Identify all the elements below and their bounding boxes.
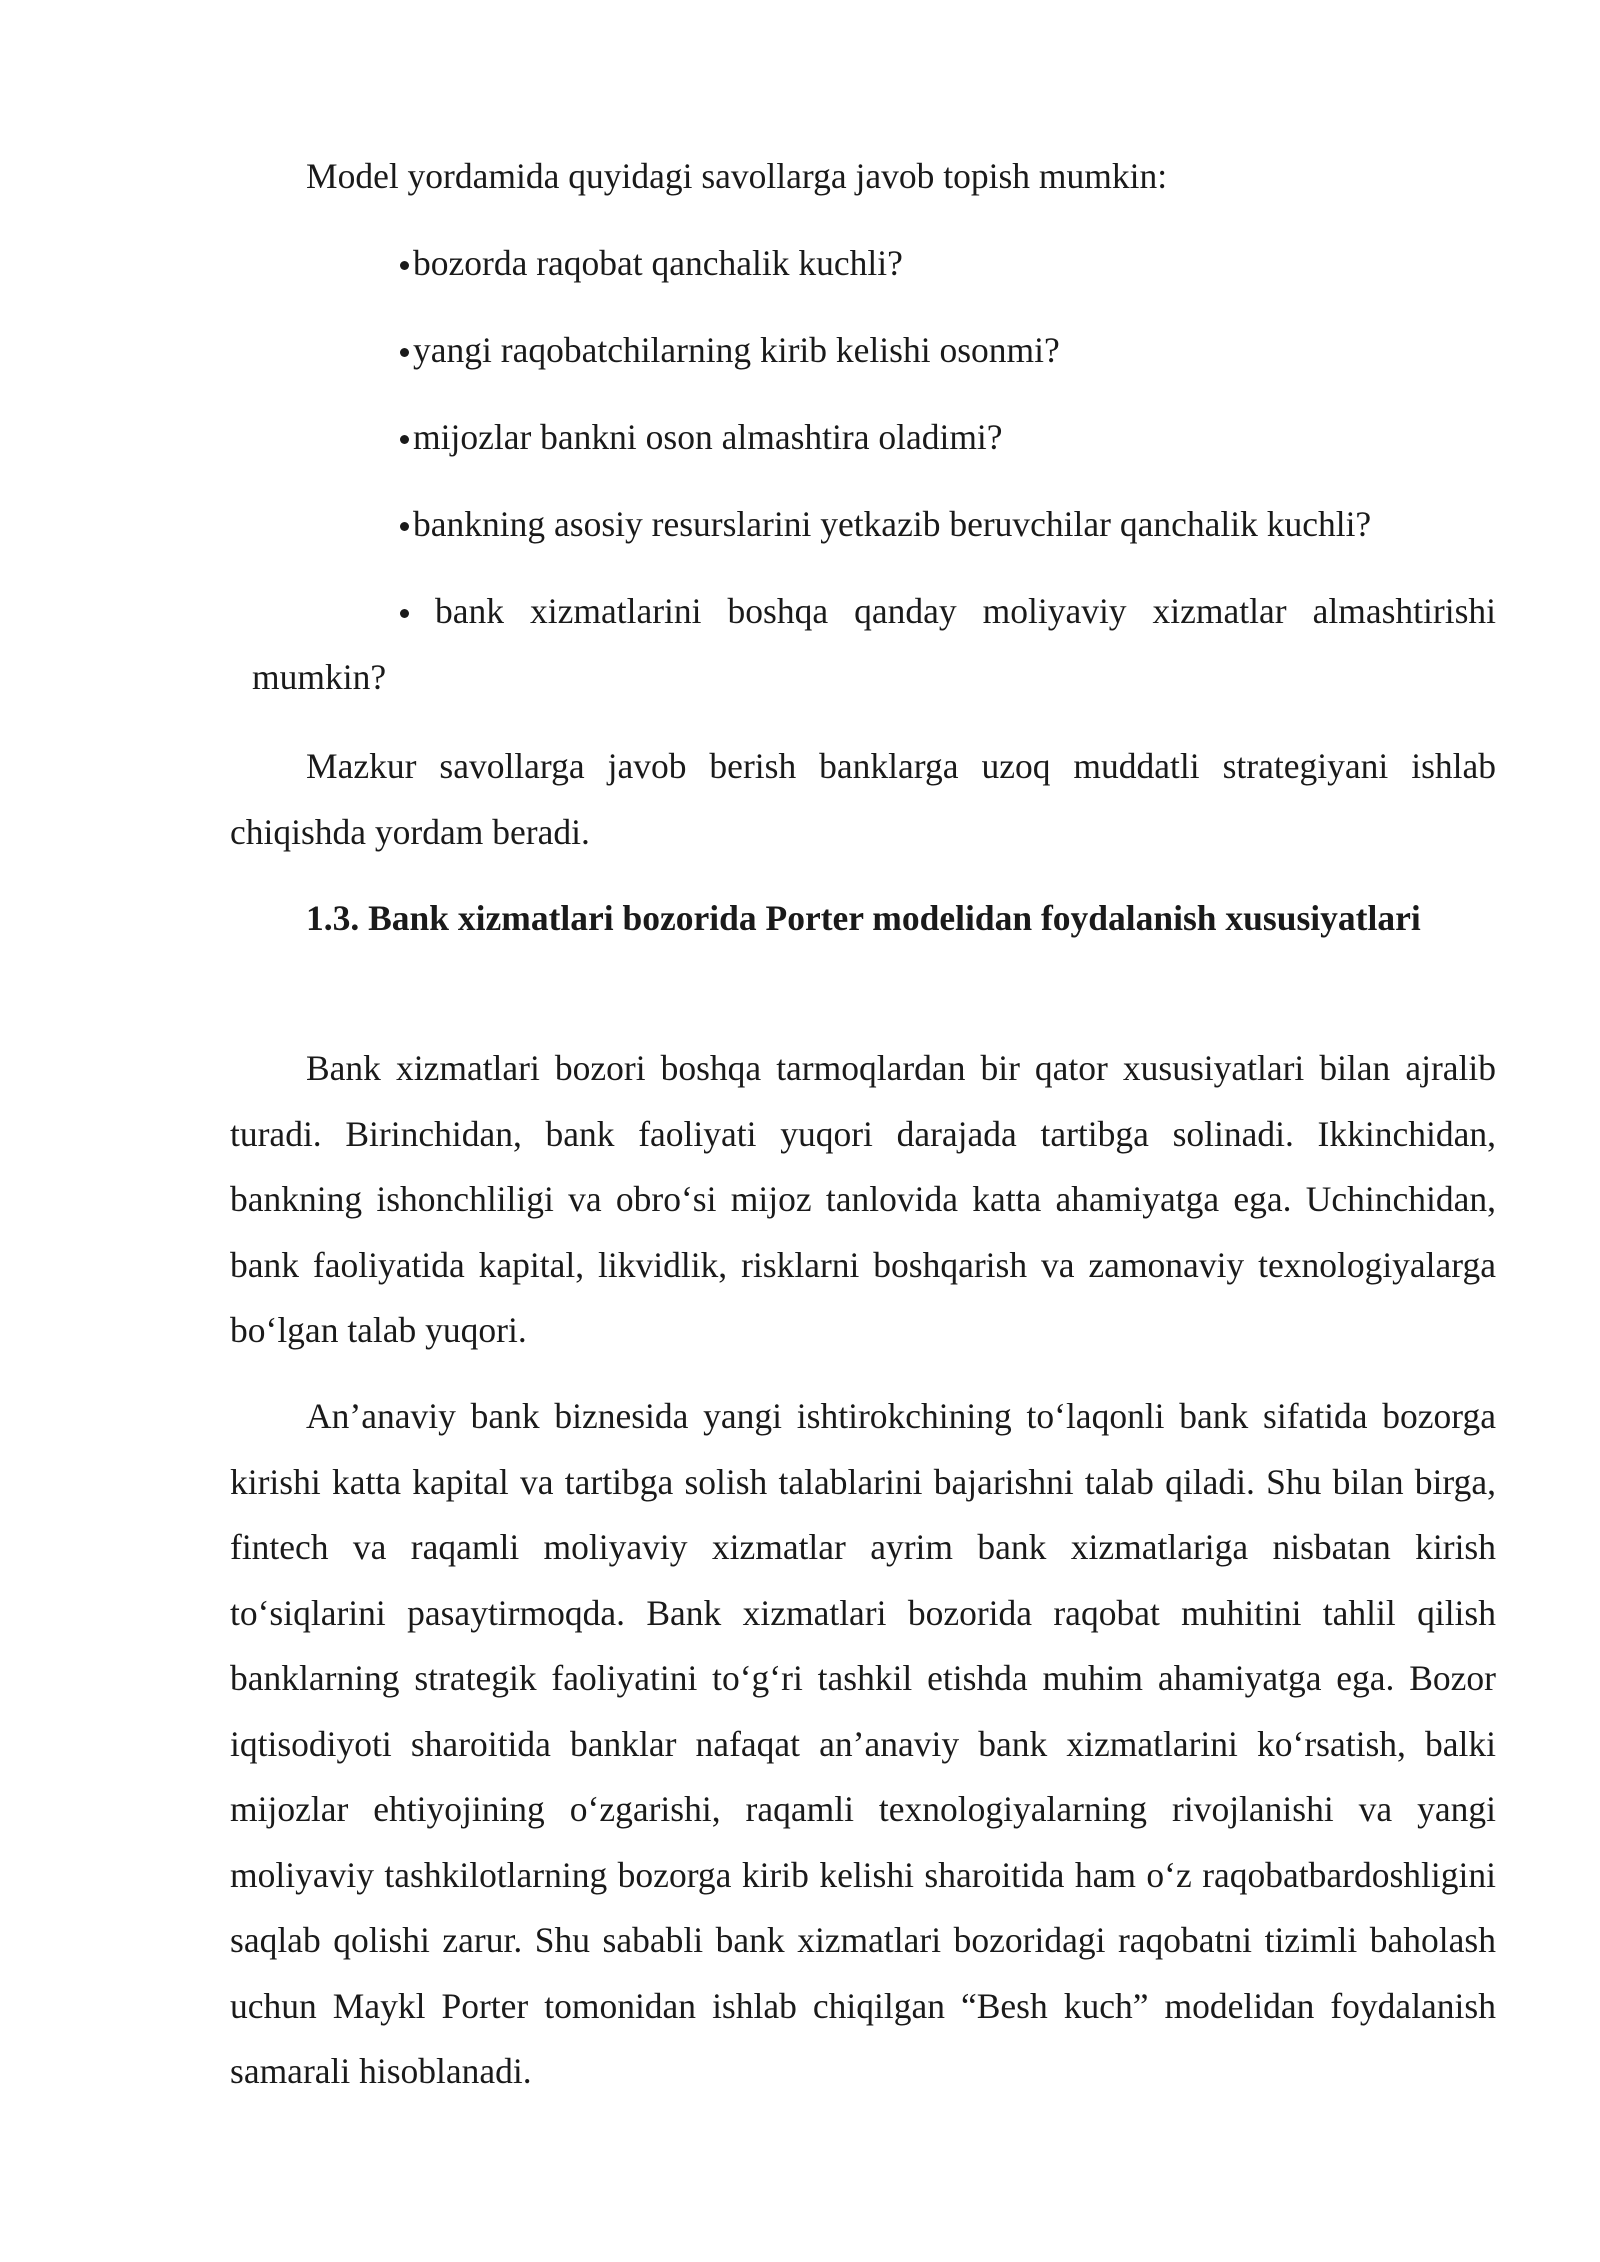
list-item <box>230 579 1496 710</box>
bullet-icon <box>400 522 409 531</box>
paragraph: Bank xizmatlari bozori boshqa tarmoqlardan bir qator xususiyatlari bilan ajralib turadi. Birinchidan, bank faoliyati yuqori darajada tartibga solinadi. Ikkinchidan, bankning ishonchliligi va obro‘si mijoz tanlovida katta ahamiyatga ega. Uchinchidan, bank faoliyatida kapital, likvidlik, risklarni boshqarish va zamonaviy texnologiyalarga bo‘lgan talab yuqori. <box>230 1048 1496 1350</box>
list-item <box>230 492 1496 558</box>
list-item-text: yangi raqobatchilarning kirib kelishi osonmi? <box>413 330 1060 370</box>
list-item <box>230 231 1496 297</box>
list-item-text: bozorda raqobat qanchalik kuchli? <box>413 243 903 283</box>
list-item <box>230 318 1496 384</box>
list-item-text: bank xizmatlarini boshqa qanday moliyaviy xizmatlar almashtirishi mumkin? <box>252 591 1496 697</box>
bullet-icon <box>400 435 409 444</box>
list-item-text: bankning asosiy resurslarini yetkazib beruvchilar qanchalik kuchli? <box>413 504 1372 544</box>
question-list <box>230 231 1496 710</box>
bullet-icon <box>400 348 409 357</box>
paragraph: An’anaviy bank biznesida yangi ishtirokchining to‘laqonli bank sifatida bozorga kirishi katta kapital va tartibga solish talablarini bajarishni talab qiladi. Shu bilan birga, fintech va raqamli moliyaviy xizmatlar ayrim bank xizmatlariga nisbatan kirish to‘siqlarini pasaytirmoqda. Bank xizmatlari bozorida raqobat muhitini tahlil qilish banklarning strategik faoliyatini to‘g‘ri tashkil etishda muhim ahamiyatga ega. Bozor iqtisodiyoti sharoitida banklar nafaqat an’anaviy bank xizmatlarini ko‘rsatish, balki mijozlar ehtiyojining o‘zgarishi, raqamli texnologiyalarning rivojlanishi va yangi moliyaviy tashkilotlarning bozorga kirib kelishi sharoitida ham o‘z raqobatbardoshligini saqlab qolishi zarur. Shu sababli bank xizmatlari bozoridagi raqobatni tizimli baholash uchun Maykl Porter tomonidan ishlab chiqilgan “Besh kuch” modelidan foydalanish samarali hisoblanadi. <box>230 1396 1496 2091</box>
intro-text: Model yordamida quyidagi savollarga javob topish mumkin: <box>306 156 1168 196</box>
bullet-icon <box>400 609 409 618</box>
paragraph: Mazkur savollarga javob berish banklarga uzoq muddatli strategiyani ishlab chiqishda yordam beradi. <box>230 746 1496 852</box>
section-heading: 1.3. Bank xizmatlari bozorida Porter modelidan foydalanish xususiyatlari <box>306 898 1421 938</box>
list-item <box>230 405 1496 471</box>
document-page <box>230 0 1496 2262</box>
bullet-icon <box>400 261 409 270</box>
list-item-text: mijozlar bankni oson almashtira oladimi? <box>413 417 1003 457</box>
